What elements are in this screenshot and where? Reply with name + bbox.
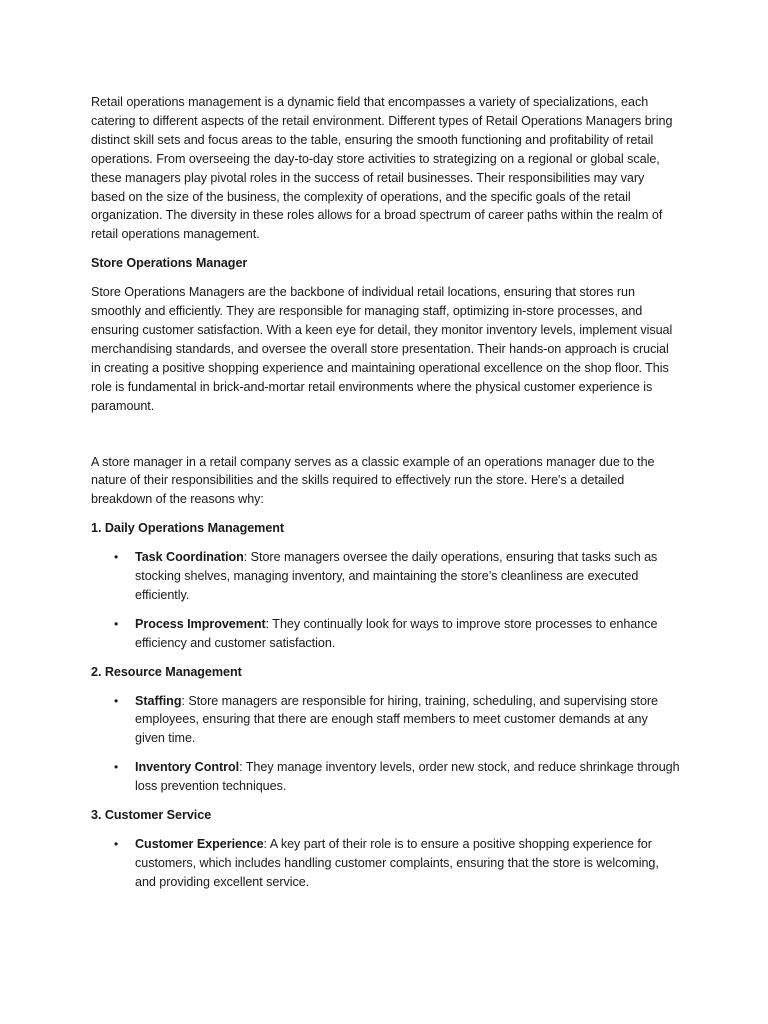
store-ops-paragraph: Store Operations Managers are the backbone of individual retail locations, ensuring that stores run smoothly and efficiently. They are responsible for managing staff, optimizing in-store processes, and ensuring customer satisfaction. With a keen eye for detail, they monitor inventory levels, implement visual merchandising standards, and oversee the overall store presentation. Their hands-on approach is crucial in creating a positive shopping experience and maintaining operational excellence on the shop floor. This role is fundamental in brick-and-mortar retail environments where the physical customer experience is paramount. [91,285,673,413]
item-text: : They manage inventory levels, order new stock, and reduce shrinkage through loss prevention techniques. [135,760,680,794]
list-item [91,692,681,749]
intro-paragraph: Retail operations management is a dynamic field that encompasses a variety of specializations, each catering to different aspects of the retail environment. Different types of Retail Operations Managers bring distinct skill sets and focus areas to the table, ensuring the smooth functioning and profitability of retail operations. From overseeing the day-to-day store activities to strategizing on a regional or global scale, these managers play pivotal roles in the success of retail businesses. Their responsibilities may vary based on the size of the business, the complexity of operations, and the specific goals of the retail organization. The diversity in these roles allows for a broad spectrum of career paths within the realm of retail operations management. [91,95,673,242]
item-term: Customer Experience [135,837,264,851]
bullet-icon: • [114,837,119,851]
bullet-list [91,835,681,892]
list-item [91,758,681,796]
item-term: Staffing [135,693,182,708]
section-heading: 3. Customer Service [91,808,212,823]
bullet-list [91,692,681,797]
bullet-list [91,548,681,653]
item-text: : Store managers oversee the daily operations, ensuring that tasks such as stocking shelves, managing inventory, and maintaining the store’s cleanliness are executed efficiently. [135,550,658,602]
item-text: : Store managers are responsible for hiring, training, scheduling, and supervising store employees, ensuring that there are enough staff members to meet customer demands at any given time. [135,693,659,746]
bullet-icon: • [114,693,119,708]
breakdown-intro-paragraph: A store manager in a retail company serves as a classic example of an operations manager due to the nature of their responsibilities and the skills required to effectively run the store. Here's a detailed breakdown of the reasons why: [91,454,655,507]
list-item [91,835,681,892]
bullet-icon: • [114,550,119,565]
bullet-icon: • [114,760,119,775]
list-item [91,548,681,605]
document-page [91,93,681,902]
item-term: Task Coordination [135,550,244,565]
item-text: : A key part of their role is to ensure a positive shopping experience for customers, which includes handling customer complaints, ensuring that the store is welcoming, and providing excellent service. [135,837,659,889]
list-item [91,615,681,653]
bullet-icon: • [114,616,119,631]
store-ops-heading: Store Operations Manager [91,256,248,271]
item-term: Process Improvement [135,616,266,631]
section-heading: 2. Resource Management [91,664,242,679]
item-text: : They continually look for ways to improve store processes to enhance efficiency and customer satisfaction. [135,616,658,650]
item-term: Inventory Control [135,760,240,775]
section-heading: 1. Daily Operations Management [91,521,285,536]
